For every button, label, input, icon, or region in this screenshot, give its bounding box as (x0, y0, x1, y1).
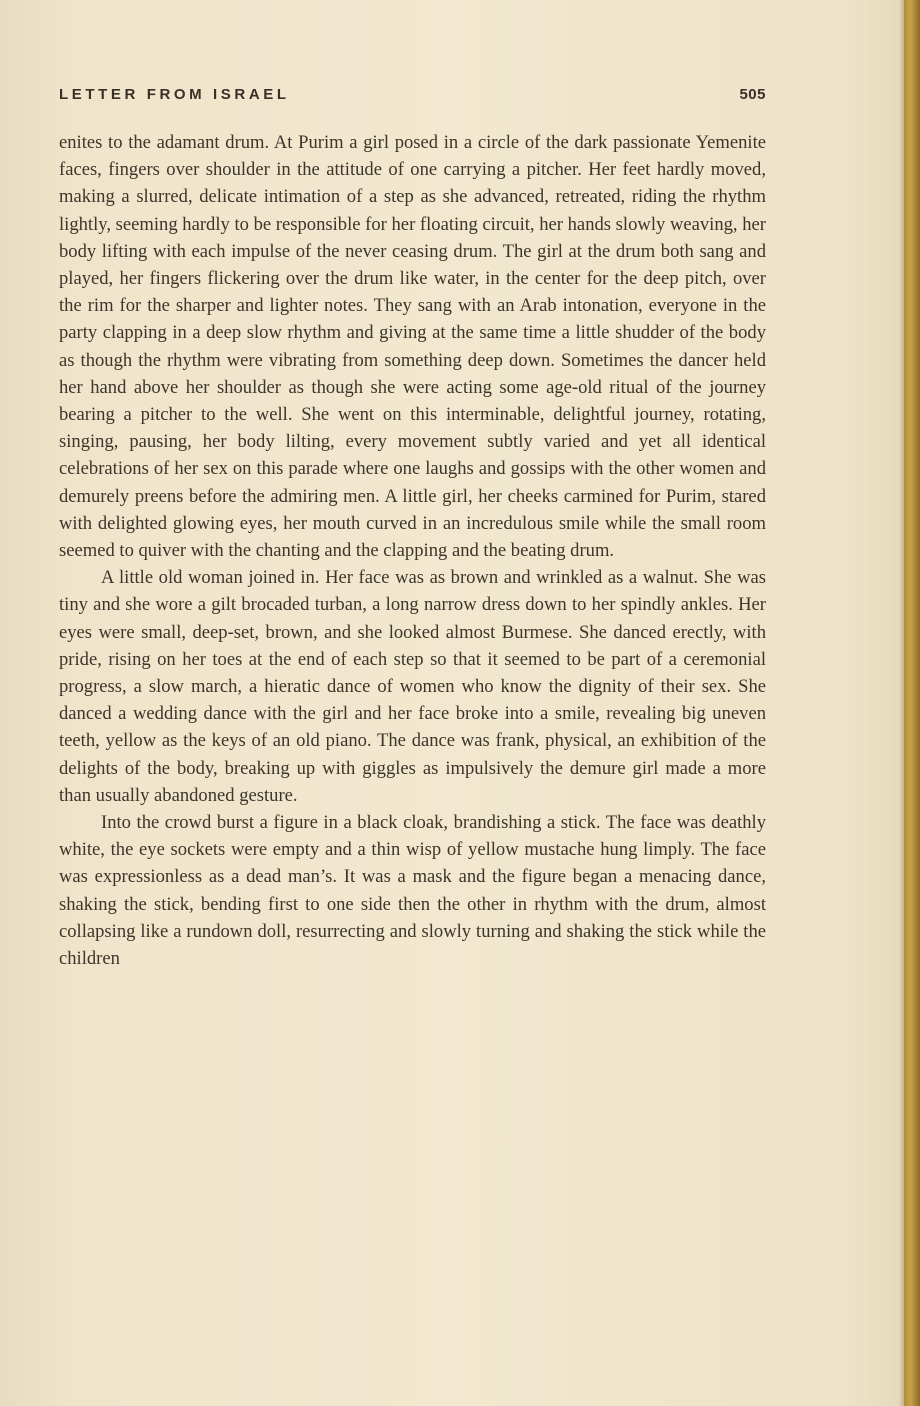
book-spine-edge (904, 0, 920, 1406)
page-number: 505 (739, 86, 766, 103)
paragraph-1: enites to the adamant drum. At Purim a girl posed in a circle of the dark passionate Yemenite faces, fingers over shoulder in the attitude of one carrying a pitcher. Her feet hardly moved, making a slurred, delicate intimation of a step as she advanced, retreated, riding the rhythm lightly, seeming hardly to be responsible for her floating circuit, her hands slowly weaving, her body lifting with each impulse of the never ceasing drum. The girl at the drum both sang and played, her fingers flickering over the drum like water, in the center for the deep pitch, over the rim for the sharper and lighter notes. They sang with an Arab intonation, everyone in the party clapping in a deep slow rhythm and giving at the same time a little shudder of the body as though the rhythm were vibrating from something deep down. Sometimes the dancer held her hand above her shoulder as though she were acting some age-old ritual of the journey bearing a pitcher to the well. She went on this interminable, delightful journey, rotating, singing, pausing, her body lilting, every movement subtly varied and yet all identical celebrations of her sex on this parade where one laughs and gossips with the other women and demurely preens before the admiring men. A little girl, her cheeks carmined for Purim, stared with delighted glowing eyes, her mouth curved in an incredulous smile while the small room seemed to quiver with the chanting and the clapping and the beating drum. (59, 132, 766, 562)
body-text (59, 129, 766, 972)
paragraph-3: Into the crowd burst a figure in a black cloak, brandishing a stick. The face was deathly white, the eye sockets were empty and a thin wisp of yellow mustache hung limply. The face was expressionless as a dead man’s. It was a mask and the figure began a menacing dance, shaking the stick, bending first to one side then the other in rhythm with the drum, almost collapsing like a rundown doll, resurrecting and slowly turning and shaking the stick while the children (59, 812, 766, 970)
running-header (59, 86, 766, 110)
paragraph-2: A little old woman joined in. Her face was as brown and wrinkled as a walnut. She was tiny and she wore a gilt brocaded turban, a long narrow dress down to her spindly ankles. Her eyes were small, deep-set, brown, and she looked almost Burmese. She danced erectly, with pride, rising on her toes at the end of each step so that it seemed to be part of a ceremonial progress, a slow march, a hieratic dance of women who know the dignity of their sex. She danced a wedding dance with the girl and her face broke into a smile, revealing big uneven teeth, yellow as the keys of an old piano. The dance was frank, physical, an exhibition of the delights of the body, breaking up with giggles as impulsively the demure girl made a more than usually abandoned gesture. (59, 567, 766, 806)
running-title: LETTER FROM ISRAEL (59, 86, 290, 103)
